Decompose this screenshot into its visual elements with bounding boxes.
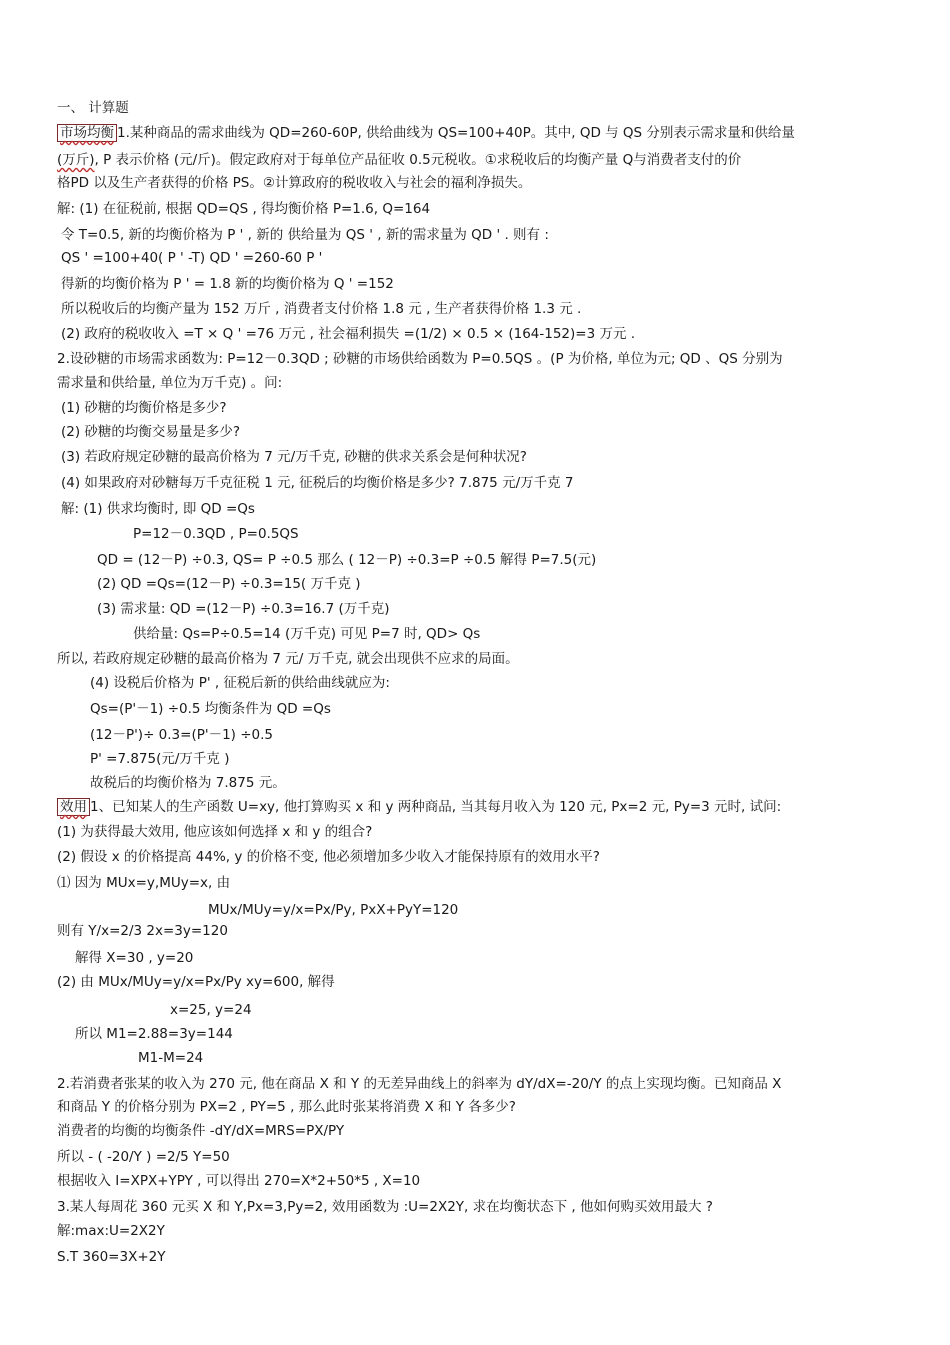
line-text: Qs=(P'－1) ÷0.5 均衡条件为 QD =Qs: [90, 701, 331, 717]
line-text: (2) 假设 x 的价格提高 44%, y 的价格不变, 他必须增加多少收入才能保持原有的效用水平?: [57, 849, 600, 865]
line-text: QD = (12－P) ÷0.3, QS= P ÷0.5 那么 ( 12－P) ÷0.3=P ÷0.5 解得 P=7.5(元): [97, 552, 597, 568]
line-text: (4) 设税后价格为 P' , 征税后新的供给曲线就应为:: [90, 675, 390, 691]
text-line: [90, 726, 273, 744]
line-text: (2) QD =Qs=(12－P) ÷0.3=15( 万千克 ): [97, 576, 361, 592]
text-line: [57, 1222, 165, 1240]
text-line: [57, 848, 600, 866]
text-line: [61, 300, 581, 318]
line-text: (2) 政府的税收收入 =T × Q ' =76 万元 , 社会福利损失 =(1/2) × 0.5 × (164-152)=3 万元 .: [61, 326, 636, 342]
line-text: S.T 360=3X+2Y: [57, 1249, 166, 1265]
line-text: , P 表示价格 (元/斤)。假定政府对于每单位产品征收 0.5元税收。①求税收后的均衡产量 Q与消费者支付的价: [94, 152, 742, 168]
text-line: [57, 650, 519, 668]
text-line: [57, 1148, 230, 1166]
line-text: 得新的均衡价格为 P ' = 1.8 新的均衡价格为 Q ' =152: [61, 276, 394, 292]
line-text: 则有 Y/x=2/3 2x=3y=120: [57, 923, 228, 939]
text-line: [57, 973, 335, 991]
line-text: x=25, y=24: [170, 1002, 252, 1018]
text-line: [90, 774, 286, 792]
text-line: [57, 200, 430, 218]
text-line: [57, 124, 795, 142]
line-text: 消费者的均衡的均衡条件 -dY/dX=MRS=PX/PY: [57, 1123, 345, 1139]
text-line: [57, 374, 282, 392]
line-text: 2.设砂糖的市场需求函数为: P=12－0.3QD ; 砂糖的市场供给函数为 P=0.5QS 。(P 为价格, 单位为元; QD 、QS 分别为: [57, 351, 783, 367]
text-line: [75, 949, 193, 967]
line-text: 1.某种商品的需求曲线为 QD=260-60P, 供给曲线为 QS=100+40P。其中, QD 与 QS 分别表示需求量和供给量: [117, 125, 795, 141]
text-line: [57, 1172, 420, 1190]
line-text: (1) 为获得最大效用, 他应该如何选择 x 和 y 的组合?: [57, 824, 373, 840]
text-line: [61, 275, 394, 293]
text-line: [57, 1198, 713, 1216]
line-text: QS ' =100+40( P ' -T) QD ' =260-60 P ': [61, 250, 323, 266]
line-text: P' =7.875(元/万千克 ): [90, 751, 230, 767]
marked-text: (万斤): [57, 152, 95, 168]
text-line: [208, 901, 458, 919]
text-line: [61, 500, 255, 518]
section-tag: 效用: [57, 798, 90, 816]
line-text: (12－P')÷ 0.3=(P'－1) ÷0.5: [90, 727, 273, 743]
text-line: [90, 750, 229, 768]
text-line: [170, 1001, 252, 1019]
line-text: 解: (1) 在征税前, 根据 QD=QS , 得均衡价格 P=1.6, Q=164: [57, 201, 431, 217]
line-text: (4) 如果政府对砂糖每万千克征税 1 元, 征税后的均衡价格是多少? 7.875 元/万千克 7: [61, 475, 574, 491]
text-line: [57, 174, 531, 192]
line-text: 解得 X=30 , y=20: [75, 950, 194, 966]
line-text: 故税后的均衡价格为 7.875 元。: [90, 775, 286, 791]
text-line: [90, 700, 331, 718]
text-line: [57, 823, 372, 841]
line-text: 根据收入 I=XPX+YPY , 可以得出 270=X*2+50*5 , X=10: [57, 1173, 421, 1189]
text-line: [57, 1075, 781, 1093]
line-text: (2) 砂糖的均衡交易量是多少?: [61, 424, 241, 440]
text-line: [133, 625, 480, 643]
text-line: [57, 1098, 516, 1116]
text-line: [61, 226, 549, 244]
line-text: MUx/MUy=y/x=Px/Py, PxX+PyY=120: [208, 902, 459, 918]
line-text: 解: (1) 供求均衡时, 即 QD =Qs: [61, 501, 255, 517]
line-text: 和商品 Y 的价格分别为 PX=2 , PY=5 , 那么此时张某将消费 X 和 Y 各多少?: [57, 1099, 516, 1115]
text-line: [61, 474, 574, 492]
line-text: ⑴ 因为 MUx=y,MUy=x, 由: [57, 875, 231, 891]
line-text: P=12－0.3QD , P=0.5QS: [133, 526, 299, 542]
section-tag: 市场均衡: [57, 124, 117, 142]
line-text: M1-M=24: [138, 1050, 204, 1066]
line-text: 令 T=0.5, 新的均衡价格为 P ' , 新的 供给量为 QS ' , 新的需求量为 QD ' . 则有 :: [61, 227, 549, 243]
text-line: [61, 325, 635, 343]
line-text: 所以, 若政府规定砂糖的最高价格为 7 元/ 万千克, 就会出现供不应求的局面。: [57, 651, 519, 667]
text-line: [57, 151, 741, 169]
line-text: 供给量: Qs=P÷0.5=14 (万千克) 可见 P=7 时, QD> Qs: [133, 626, 481, 642]
line-text: 格PD 以及生产者获得的价格 PS。②计算政府的税收收入与社会的福利净损失。: [57, 175, 532, 191]
text-line: [97, 600, 390, 618]
line-text: 解:max:U=2X2Y: [57, 1223, 165, 1239]
line-text: 3.某人每周花 360 元买 X 和 Y,Px=3,Py=2, 效用函数为 :U=2X2Y, 求在均衡状态下 , 他如何购买效用最大 ?: [57, 1199, 713, 1215]
line-text: 所以税收后的均衡产量为 152 万斤 , 消费者支付价格 1.8 元 , 生产者获得价格 1.3 元 .: [61, 301, 582, 317]
line-text: 所以 - ( -20/Y ) =2/5 Y=50: [57, 1149, 230, 1165]
line-text: 一、 计算题: [57, 100, 129, 116]
line-text: 2.若消费者张某的收入为 270 元, 他在商品 X 和 Y 的无差异曲线上的斜率为 dY/dX=-20/Y 的点上实现均衡。已知商品 X: [57, 1076, 782, 1092]
text-line: [97, 575, 361, 593]
text-line: [57, 350, 783, 368]
text-line: [97, 551, 596, 569]
text-line: [61, 249, 322, 267]
text-line: [57, 99, 129, 117]
text-line: [138, 1049, 203, 1067]
text-line: [57, 798, 781, 816]
line-text: (3) 需求量: QD =(12－P) ÷0.3=16.7 (万千克): [97, 601, 390, 617]
line-text: 需求量和供给量, 单位为万千克) 。问:: [57, 375, 283, 391]
line-text: (3) 若政府规定砂糖的最高价格为 7 元/万千克, 砂糖的供求关系会是何种状况?: [61, 449, 527, 465]
line-text: (2) 由 MUx/MUy=y/x=Px/Py xy=600, 解得: [57, 974, 335, 990]
text-line: [90, 674, 390, 692]
line-text: (1) 砂糖的均衡价格是多少?: [61, 400, 227, 416]
text-line: [133, 525, 299, 543]
line-text: 1、已知某人的生产函数 U=xy, 他打算购买 x 和 y 两种商品, 当其每月收入为 120 元, Px=2 元, Py=3 元时, 试问:: [90, 799, 782, 815]
text-line: [61, 399, 227, 417]
text-line: [61, 423, 240, 441]
text-line: [57, 1248, 165, 1266]
line-text: 所以 M1=2.88=3y=144: [75, 1026, 233, 1042]
text-line: [75, 1025, 233, 1043]
text-line: [61, 448, 527, 466]
text-line: [57, 874, 230, 892]
text-line: [57, 922, 228, 940]
text-line: [57, 1122, 344, 1140]
